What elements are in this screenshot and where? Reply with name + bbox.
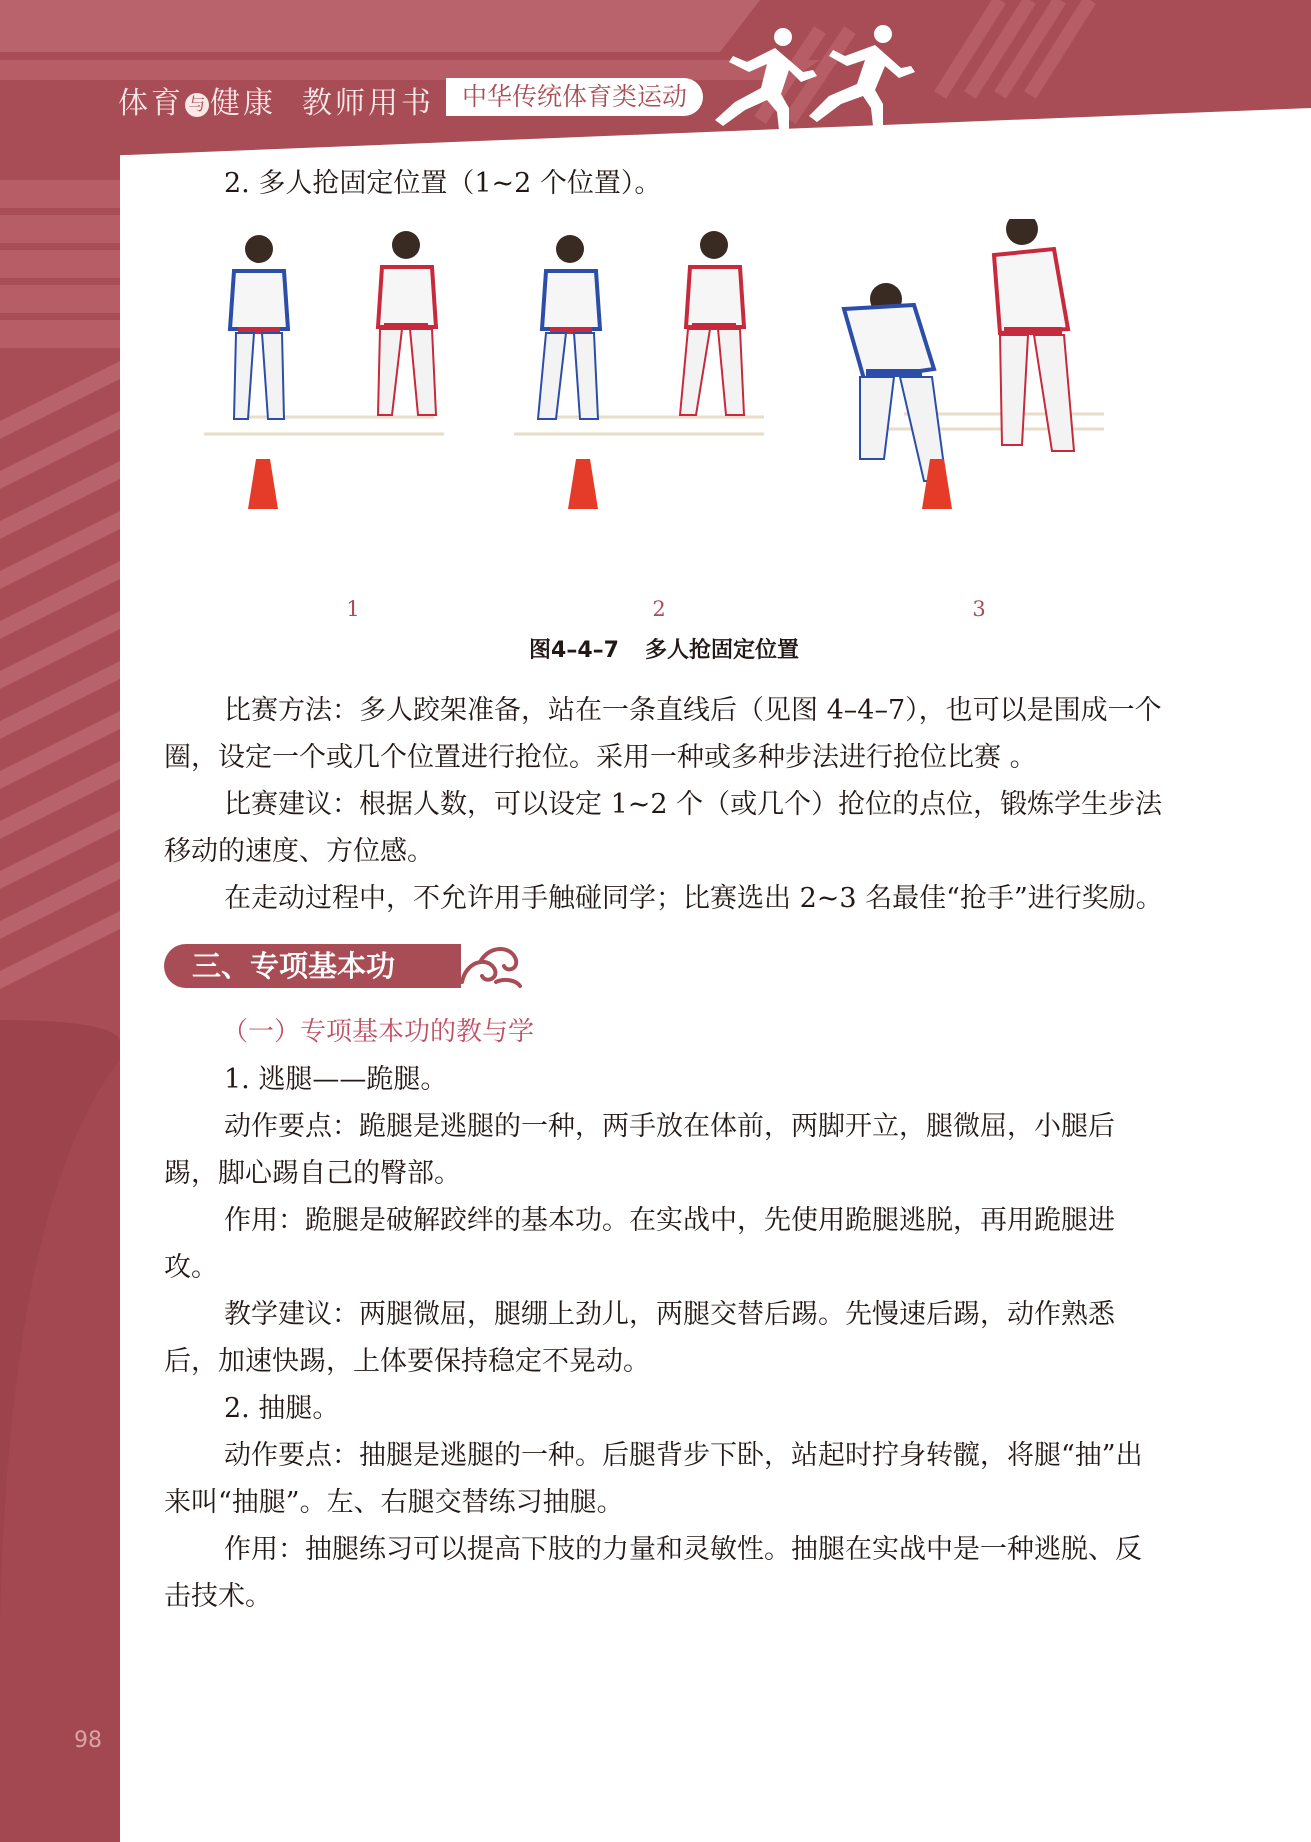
panel-label-2: 2: [652, 597, 666, 621]
book-title-yu: 与: [185, 93, 209, 117]
body-text: [164, 1056, 1164, 1620]
page-number: 98: [74, 1728, 102, 1753]
body-paragraph: 作用：抽腿练习可以提高下肢的力量和灵敏性。抽腿在实战中是一种逃脱、反击技术。: [164, 1534, 1142, 1612]
panel-3-figures: [844, 219, 1074, 509]
wrestling-photos-illustration: [204, 219, 1184, 589]
section-heading: [164, 944, 1164, 994]
band-stripes-graphic: [0, 0, 120, 1842]
figure-caption-number: 图4–4–7: [529, 638, 619, 663]
body-paragraph: 动作要点：抽腿是逃腿的一种。后腿背步下卧，站起时拧身转髋，将腿“抽”出来叫“抽腿”。左、右腿交替练习抽腿。: [164, 1440, 1143, 1518]
subsection-title: （一）专项基本功的教与学: [222, 1017, 535, 1047]
book-title-part2: 健康: [210, 86, 276, 121]
panel-label-1: 1: [346, 597, 360, 621]
panel-1-figures: [230, 231, 436, 509]
chapter-tag: 中华传统体育类运动: [446, 78, 703, 116]
header-band: [0, 0, 1311, 165]
body-paragraph: 作用：跪腿是破解跤绊的基本功。在实战中，先使用跪腿逃脱，再用跪腿进攻。: [164, 1205, 1115, 1283]
book-title-part3: 教师用书: [302, 86, 434, 121]
cloud-ornament-icon: [456, 938, 526, 994]
section-title: 三、专项基本功: [164, 944, 461, 988]
figure-caption: [164, 629, 1164, 673]
body-paragraph: 动作要点：跪腿是逃腿的一种，两手放在体前，两脚开立，腿微屈，小腿后踢，脚心踢自己的臀部。: [164, 1111, 1115, 1189]
book-title-part1: 体育: [118, 86, 184, 121]
book-title: [118, 78, 434, 122]
figure-caption-title: 多人抢固定位置: [644, 638, 799, 663]
paragraph-method: 比赛方法：多人跤架准备，站在一条直线后（见图 4–4–7），也可以是围成一个圈，设定一个或几个位置进行抢位。采用一种或多种步法进行抢位比赛 。: [164, 695, 1162, 773]
paragraph-rules: 在走动过程中，不允许用手触碰同学；比赛选出 2~3 名最佳“抢手”进行奖励。: [224, 883, 1163, 914]
runners-silhouette-icon: [705, 22, 925, 132]
panel-2-figures: [538, 231, 744, 509]
item-heading: 1. 逃腿——跪腿。: [224, 1064, 448, 1095]
item-heading: 2. 抽腿。: [224, 1393, 340, 1424]
item-title: 2. 多人抢固定位置（1~2 个位置）。: [224, 168, 662, 199]
figure: [164, 219, 1164, 629]
panel-label-3: 3: [972, 597, 986, 621]
body-paragraph: 教学建议：两腿微屈，腿绷上劲儿，两腿交替后踢。先慢速后踢，动作熟悉后，加速快踢，上体要保持稳定不晃动。: [164, 1299, 1115, 1377]
main-content: [164, 160, 1164, 1620]
paragraph-suggestion: 比赛建议：根据人数，可以设定 1~2 个（或几个）抢位的点位，锻炼学生步法移动的速度、方位感。: [164, 789, 1163, 867]
left-decorative-band: [0, 0, 120, 1842]
